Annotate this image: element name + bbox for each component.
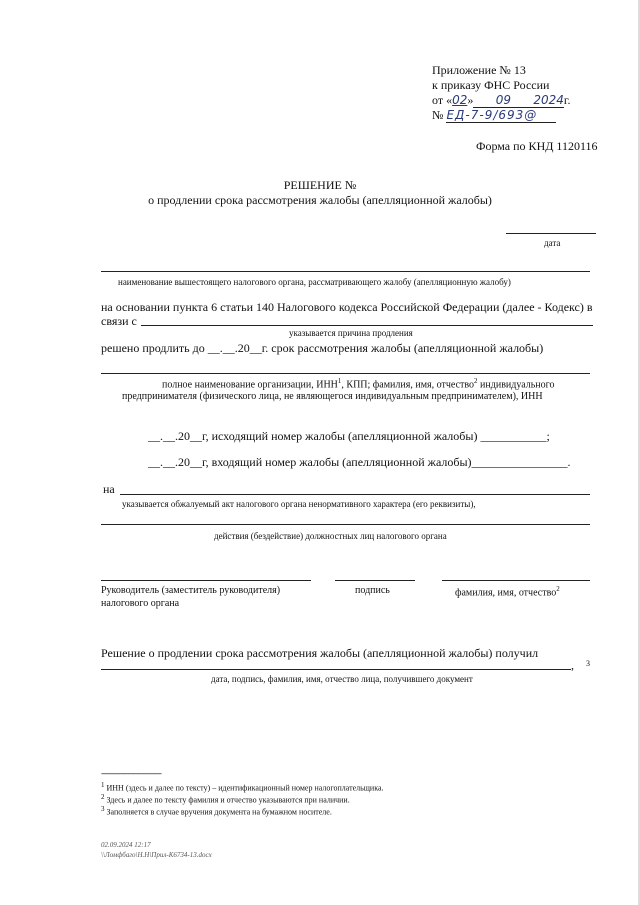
date-mid: » (467, 93, 474, 107)
name-line (442, 580, 590, 581)
date-prefix: от « (432, 93, 453, 107)
footnote-2 (101, 793, 350, 805)
document-subtitle: о продлении срока рассмотрения жалобы (апелляционной жалобы) (148, 193, 492, 207)
date-year: 2024 (533, 93, 564, 107)
authority-line (101, 271, 590, 272)
head-caption-line2: налогового органа (101, 598, 180, 609)
on-label: на (103, 482, 115, 496)
applicant-footnote1-ref: 1 (337, 377, 342, 385)
date-month: 09 (473, 93, 533, 108)
footnote-1-number: 1 (101, 781, 105, 789)
file-path-stamp: \\Ломфбаго\Н.Н\Прил-К6734-13.docx (101, 851, 212, 859)
applicant-footnote2-ref: 2 (474, 377, 478, 385)
date-day: 02 (452, 93, 468, 107)
incoming-number-line: __.__.20__г, входящий номер жалобы (апелляционной жалобы)________________. (148, 455, 571, 469)
appendix-label: Приложение № 13 (432, 63, 526, 77)
authority-caption: наименование вышестоящего налогового органа, рассматривающего жалобу (апелляционную жалобу) (118, 277, 511, 287)
received-text: Решение о продлении срока рассмотрения жалобы (апелляционной жалобы) получил (101, 646, 539, 660)
received-caption: дата, подпись, фамилия, имя, отчество лица, получившего документ (211, 674, 473, 684)
outgoing-number-line: __.__.20__г, исходящий номер жалобы (апелляционной жалобы) ___________; (148, 429, 550, 443)
print-timestamp: 02.09.2024 12:17 (101, 841, 151, 849)
received-line (101, 669, 571, 670)
footnote-separator: ------------------------------------ (101, 769, 161, 778)
document-title: РЕШЕНИЕ № (283, 178, 357, 192)
basis-text-line2: связи с (101, 314, 137, 328)
name-caption-text: фамилия, имя, отчество (455, 587, 557, 599)
sign-line (335, 580, 415, 581)
order-number (432, 108, 556, 123)
applicant-caption-part2: , КПП; фамилия, имя, отчество (341, 379, 475, 391)
form-code: Форма по КНД 1120116 (476, 139, 598, 153)
actions-caption: действия (бездействие) должностных лиц налогового органа (214, 531, 447, 541)
reason-line (141, 325, 593, 326)
footnote-1 (101, 781, 384, 793)
footnote-2-number: 2 (101, 793, 105, 801)
footnote-2-text: Здесь и далее по тексту фамилия и отчество указываются при наличии. (106, 795, 350, 805)
applicant-caption-part3: индивидуального (477, 379, 555, 391)
extend-text: решено продлить до __.__.20__г. срок рассмотрения жалобы (апелляционной жалобы) (101, 341, 544, 355)
actions-line (101, 524, 590, 525)
footnote-3 (101, 805, 332, 817)
number-value: ЕД-7-9/693@ (446, 108, 556, 123)
footnote-3-text: Заполняется в случае вручения документа на бумажном носителе. (106, 807, 332, 817)
reason-caption: указывается причина продления (289, 328, 413, 338)
footnote-1-text: ИНН (здесь и далее по тексту) – идентификационный номер налогоплательщика. (106, 783, 384, 793)
date-caption: дата (544, 238, 561, 248)
date-line (506, 233, 596, 234)
applicant-caption-line1 (162, 377, 555, 390)
applicant-line (101, 373, 590, 374)
footnote-3-number: 3 (101, 805, 105, 813)
head-caption-line1: Руководитель (заместитель руководителя) (101, 585, 281, 596)
received-end-mark: , (571, 658, 574, 672)
head-signature-line (101, 580, 311, 581)
basis-text-line1: на основании пункта 6 статьи 140 Налогового кодекса Российской Федерации (далее - Кодекс) в (101, 300, 593, 314)
act-caption: указывается обжалуемый акт налогового органа ненормативного характера (его реквизиты), (122, 499, 476, 509)
applicant-caption-part1: полное наименование организации, ИНН (162, 379, 338, 391)
number-prefix: № (432, 108, 444, 122)
received-footnote-ref: 3 (586, 659, 590, 668)
sign-caption: подпись (355, 585, 390, 596)
name-footnote-ref: 2 (556, 585, 560, 593)
applicant-caption-line2: предпринимателя (физического лица, не являющегося индивидуальным предпринимателем), ИНН (122, 391, 543, 402)
name-caption (455, 585, 560, 598)
order-label: к приказу ФНС России (432, 78, 550, 92)
date-suffix: г. (563, 93, 571, 107)
act-line (120, 494, 590, 495)
order-date (432, 93, 571, 108)
